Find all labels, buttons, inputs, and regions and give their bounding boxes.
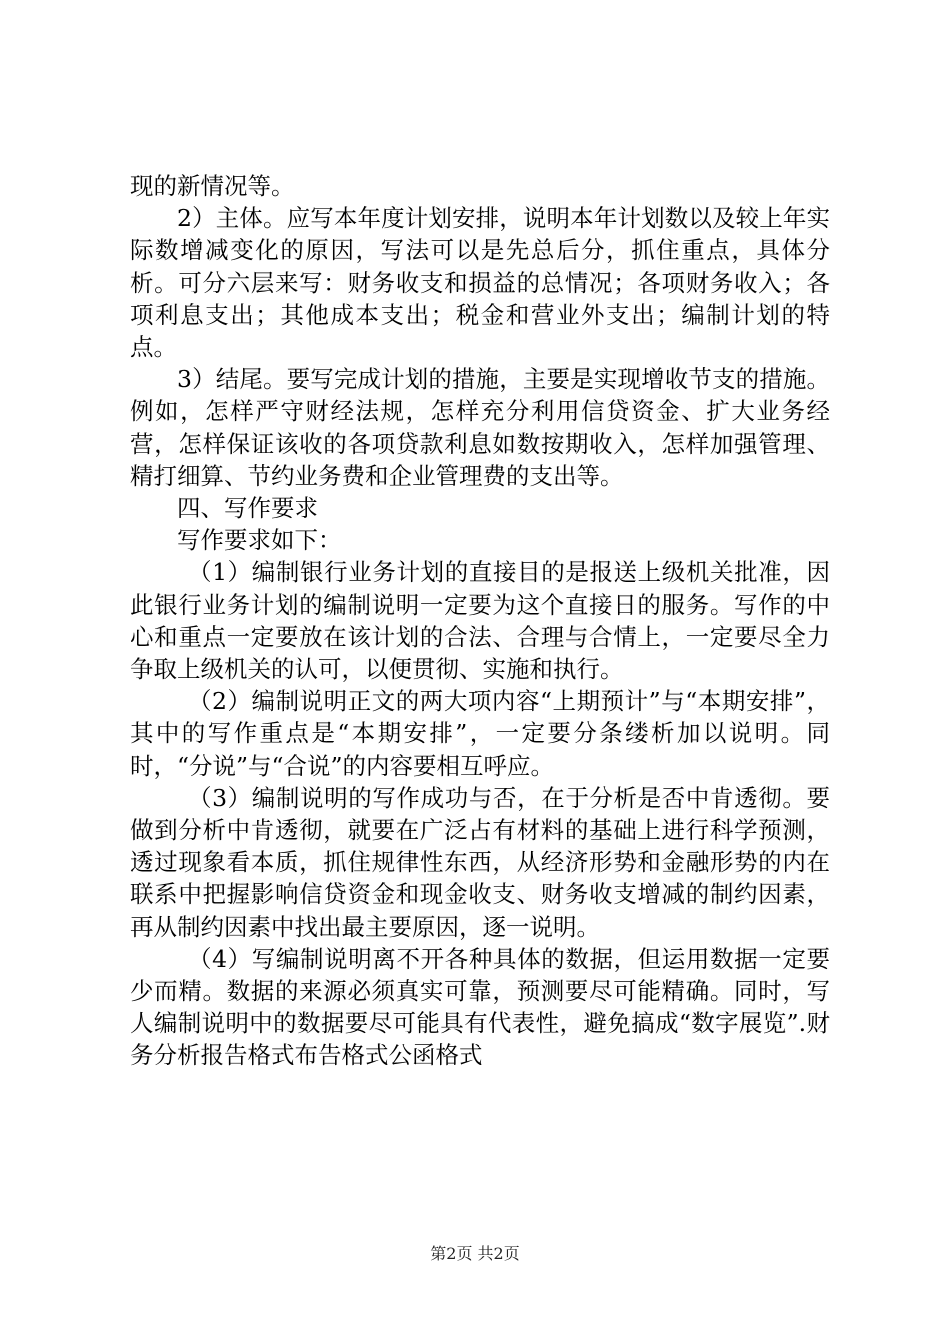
- paragraph-requirement-3: （3）编制说明的写作成功与否，在于分析是否中肯透彻。要做到分析中肯透彻，就要在广泛占有材料的基础上进行科学预测，透过现象看本质，抓住规律性东西，从经济形势和金融形势的内在联系中把握影响信贷资金和现金收支、财务收支增减的制约因素，再从制约因素中找出最主要原因，逐一说明。: [130, 783, 830, 941]
- section-heading-writing-requirements: 四、写作要求: [177, 494, 318, 523]
- paragraph-main-body: 2）主体。应写本年度计划安排，说明本年计划数以及较上年实际数增减变化的原因，写法可以是先总后分，抓住重点，具体分析。可分六层来写：财务收支和损益的总情况；各项财务收入；各项利息支出；其他成本支出；税金和营业外支出；编制计划的特点。: [130, 204, 830, 362]
- paragraph-requirement-1: （1）编制银行业务计划的直接目的是报送上级机关批准，因此银行业务计划的编制说明一定要为这个直接日的服务。写作的中心和重点一定要放在该计划的合法、合理与合情上，一定要尽全力争取上级机关的认可，以便贯彻、实施和执行。: [130, 558, 830, 684]
- page-footer: [0, 1244, 950, 1264]
- paragraph-requirement-2: （2）编制说明正文的两大项内容“上期预计”与“本期安排”，其中的写作重点是“本期安排”，一定要分条缕析加以说明。同时，“分说”与“合说”的内容要相互呼应。: [130, 687, 830, 780]
- page-number-label: 第2页 共2页: [430, 1244, 520, 1263]
- paragraph-requirement-4: （4）写编制说明离不开各种具体的数据，但运用数据一定要少而精。数据的来源必须真实可靠，预测要尽可能精确。同时，写人编制说明中的数据要尽可能具有代表性，避免搞成“数字展览”.财务分析报告格式布告格式公函格式: [130, 944, 830, 1070]
- document-body: [130, 170, 830, 1072]
- paragraph-ending: 3）结尾。要写完成计划的措施，主要是实现增收节支的措施。例如，怎样严守财经法规，怎样充分利用信贷资金、扩大业务经营，怎样保证该收的各项贷款利息如数按期收入，怎样加强管理、精打细算、节约业务费和企业管理费的支出等。: [130, 365, 830, 490]
- paragraph-continuation: 现的新情况等。: [130, 172, 295, 200]
- paragraph-requirements-intro: 写作要求如下：: [177, 526, 342, 555]
